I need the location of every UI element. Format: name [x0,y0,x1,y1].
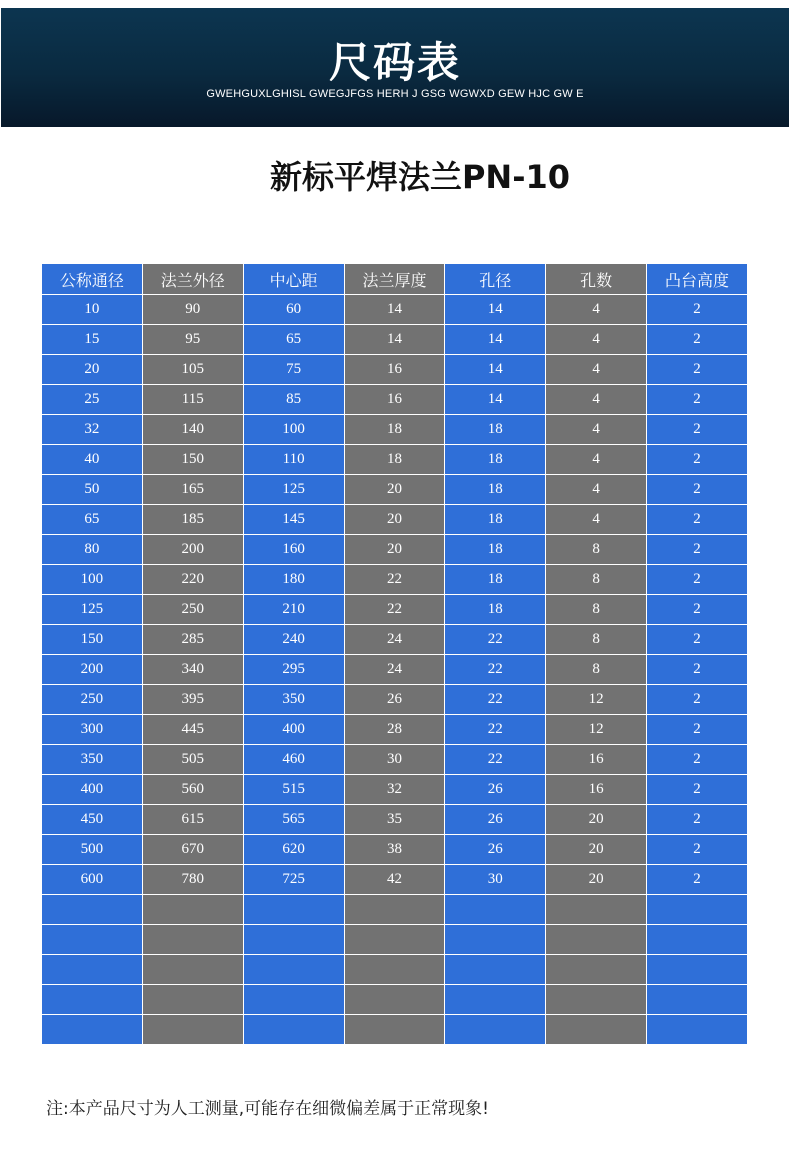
table-row [42,355,748,385]
table-cell: 22 [445,715,546,745]
column-header: 凸台高度 [647,264,748,295]
table-cell: 150 [42,625,143,655]
table-cell: 20 [546,835,647,865]
table-cell: 16 [546,745,647,775]
table-cell [344,955,445,985]
table-cell: 400 [243,715,344,745]
table-cell: 670 [142,835,243,865]
table-cell: 2 [647,445,748,475]
column-header: 公称通径 [42,264,143,295]
size-table [41,263,748,1045]
table-cell: 26 [445,835,546,865]
table-cell: 22 [344,565,445,595]
column-header: 法兰外径 [142,264,243,295]
table-cell [142,895,243,925]
table-cell: 14 [445,325,546,355]
table-cell [142,1015,243,1045]
table-cell: 2 [647,655,748,685]
table-row [42,775,748,805]
table-row [42,715,748,745]
table-row [42,565,748,595]
table-row [42,505,748,535]
table-cell: 110 [243,445,344,475]
table-cell: 2 [647,775,748,805]
table-cell: 2 [647,565,748,595]
table-cell: 18 [344,445,445,475]
table-row [42,625,748,655]
table-cell: 4 [546,355,647,385]
table-cell [42,925,143,955]
table-cell [243,985,344,1015]
table-cell [344,1015,445,1045]
table-cell: 2 [647,535,748,565]
table-cell: 295 [243,655,344,685]
table-cell: 8 [546,535,647,565]
table-cell [445,955,546,985]
table-cell: 140 [142,415,243,445]
table-cell: 20 [344,475,445,505]
table-cell: 10 [42,295,143,325]
table-cell: 125 [243,475,344,505]
table-cell: 25 [42,385,143,415]
table-cell: 350 [42,745,143,775]
table-cell: 2 [647,625,748,655]
table-cell: 14 [344,325,445,355]
table-cell: 515 [243,775,344,805]
table-row [42,955,748,985]
table-cell: 85 [243,385,344,415]
table-cell: 2 [647,505,748,535]
table-cell: 4 [546,385,647,415]
table-row [42,865,748,895]
table-cell [647,1015,748,1045]
table-cell: 2 [647,835,748,865]
table-cell: 20 [42,355,143,385]
table-cell: 20 [546,805,647,835]
table-cell: 75 [243,355,344,385]
table-cell: 240 [243,625,344,655]
table-cell: 24 [344,625,445,655]
table-row [42,415,748,445]
table-body [42,295,748,1045]
table-cell: 285 [142,625,243,655]
table-cell: 2 [647,415,748,445]
table-cell: 780 [142,865,243,895]
table-cell: 22 [344,595,445,625]
table-cell: 150 [142,445,243,475]
table-cell: 8 [546,625,647,655]
table-row [42,295,748,325]
table-cell [647,925,748,955]
table-cell: 4 [546,325,647,355]
table-row [42,1015,748,1045]
table-cell: 8 [546,565,647,595]
table-cell [42,955,143,985]
table-cell: 2 [647,385,748,415]
table-cell: 620 [243,835,344,865]
table-cell: 90 [142,295,243,325]
table-cell [546,955,647,985]
table-cell [445,925,546,955]
table-cell: 16 [344,385,445,415]
table-cell [243,955,344,985]
table-cell: 250 [142,595,243,625]
table-cell: 185 [142,505,243,535]
table-cell: 16 [344,355,445,385]
table-cell: 220 [142,565,243,595]
banner-title: 尺码表 [328,38,461,87]
table-cell: 32 [344,775,445,805]
column-header: 孔数 [546,264,647,295]
column-header: 中心距 [243,264,344,295]
table-cell: 615 [142,805,243,835]
table-cell: 60 [243,295,344,325]
table-cell: 26 [344,685,445,715]
table-cell: 4 [546,475,647,505]
table-cell: 2 [647,325,748,355]
table-row [42,325,748,355]
table-cell: 26 [445,805,546,835]
table-cell: 460 [243,745,344,775]
table-cell: 18 [445,505,546,535]
table-cell: 16 [546,775,647,805]
table-cell: 210 [243,595,344,625]
table-cell [142,925,243,955]
table-cell [546,985,647,1015]
table-row [42,385,748,415]
table-cell: 4 [546,415,647,445]
table-cell [243,925,344,955]
table-row [42,535,748,565]
table-cell: 22 [445,625,546,655]
table-cell [445,895,546,925]
table-cell: 18 [344,415,445,445]
table-cell: 22 [445,685,546,715]
table-cell: 350 [243,685,344,715]
table-cell: 125 [42,595,143,625]
table-cell: 15 [42,325,143,355]
table-cell: 105 [142,355,243,385]
table-cell: 100 [42,565,143,595]
table-cell: 145 [243,505,344,535]
table-cell [647,955,748,985]
table-cell: 28 [344,715,445,745]
table-row [42,475,748,505]
table-row [42,445,748,475]
table-cell: 8 [546,595,647,625]
table-cell [546,1015,647,1045]
table-cell: 2 [647,295,748,325]
table-cell: 18 [445,475,546,505]
table-cell [445,1015,546,1045]
table-cell [142,955,243,985]
table-cell: 565 [243,805,344,835]
table-cell: 20 [344,535,445,565]
table-cell [243,895,344,925]
table-cell [546,895,647,925]
table-cell [344,895,445,925]
table-cell: 4 [546,505,647,535]
table-cell: 725 [243,865,344,895]
table-cell: 445 [142,715,243,745]
table-cell: 2 [647,805,748,835]
table-cell: 22 [445,655,546,685]
page-title: 新标平焊法兰PN-10 [269,158,571,196]
table-cell [42,1015,143,1045]
table-cell: 2 [647,745,748,775]
table-cell: 2 [647,355,748,385]
table-cell: 65 [42,505,143,535]
header-banner [1,8,789,127]
table-cell [445,985,546,1015]
table-cell: 300 [42,715,143,745]
table-cell: 22 [445,745,546,775]
table-row [42,685,748,715]
table-cell [142,985,243,1015]
table-cell: 2 [647,475,748,505]
table-cell: 200 [142,535,243,565]
table-cell: 560 [142,775,243,805]
column-header: 孔径 [445,264,546,295]
table-cell: 26 [445,775,546,805]
table-cell: 38 [344,835,445,865]
table-cell: 100 [243,415,344,445]
table-cell: 18 [445,445,546,475]
table-cell: 14 [445,295,546,325]
table-cell: 35 [344,805,445,835]
table-cell: 14 [445,355,546,385]
table-cell: 20 [344,505,445,535]
table-cell: 400 [42,775,143,805]
table-cell: 40 [42,445,143,475]
table-cell: 395 [142,685,243,715]
table-cell: 2 [647,685,748,715]
table-row [42,805,748,835]
table-cell: 160 [243,535,344,565]
table-cell [42,895,143,925]
table-row [42,895,748,925]
table-cell: 115 [142,385,243,415]
table-cell: 18 [445,415,546,445]
table-cell: 500 [42,835,143,865]
table-cell: 2 [647,595,748,625]
table-cell [42,985,143,1015]
table-cell [243,1015,344,1045]
table-cell [344,925,445,955]
table-cell: 4 [546,445,647,475]
table-cell [344,985,445,1015]
disclaimer-note: 注:本产品尺寸为人工测量,可能存在细微偏差属于正常现象! [46,1099,489,1119]
table-cell: 2 [647,715,748,745]
table-cell: 65 [243,325,344,355]
table-cell: 32 [42,415,143,445]
table-row [42,745,748,775]
table-cell: 250 [42,685,143,715]
table-cell: 20 [546,865,647,895]
table-cell: 450 [42,805,143,835]
table-cell: 200 [42,655,143,685]
table-cell [546,925,647,955]
table-cell [647,985,748,1015]
table-cell: 505 [142,745,243,775]
table-cell [647,895,748,925]
table-cell: 30 [344,745,445,775]
table-cell: 4 [546,295,647,325]
table-cell: 14 [445,385,546,415]
table-cell: 30 [445,865,546,895]
table-header-row [42,264,748,295]
table-cell: 600 [42,865,143,895]
banner-subtitle: GWEHGUXLGHISL GWEGJFGS HERH J GSG WGWXD GEW HJC GW E [206,88,584,100]
table-cell: 165 [142,475,243,505]
table-cell: 18 [445,595,546,625]
table-row [42,985,748,1015]
table-cell: 24 [344,655,445,685]
table-cell: 340 [142,655,243,685]
table-cell: 18 [445,565,546,595]
table-row [42,835,748,865]
table-cell: 80 [42,535,143,565]
column-header: 法兰厚度 [344,264,445,295]
table-cell: 12 [546,685,647,715]
table-cell: 18 [445,535,546,565]
table-cell: 12 [546,715,647,745]
table-row [42,655,748,685]
table-cell: 14 [344,295,445,325]
table-row [42,595,748,625]
table-cell: 180 [243,565,344,595]
table-cell: 50 [42,475,143,505]
table-cell: 42 [344,865,445,895]
table-row [42,925,748,955]
table-cell: 8 [546,655,647,685]
table-cell: 2 [647,865,748,895]
table-cell: 95 [142,325,243,355]
